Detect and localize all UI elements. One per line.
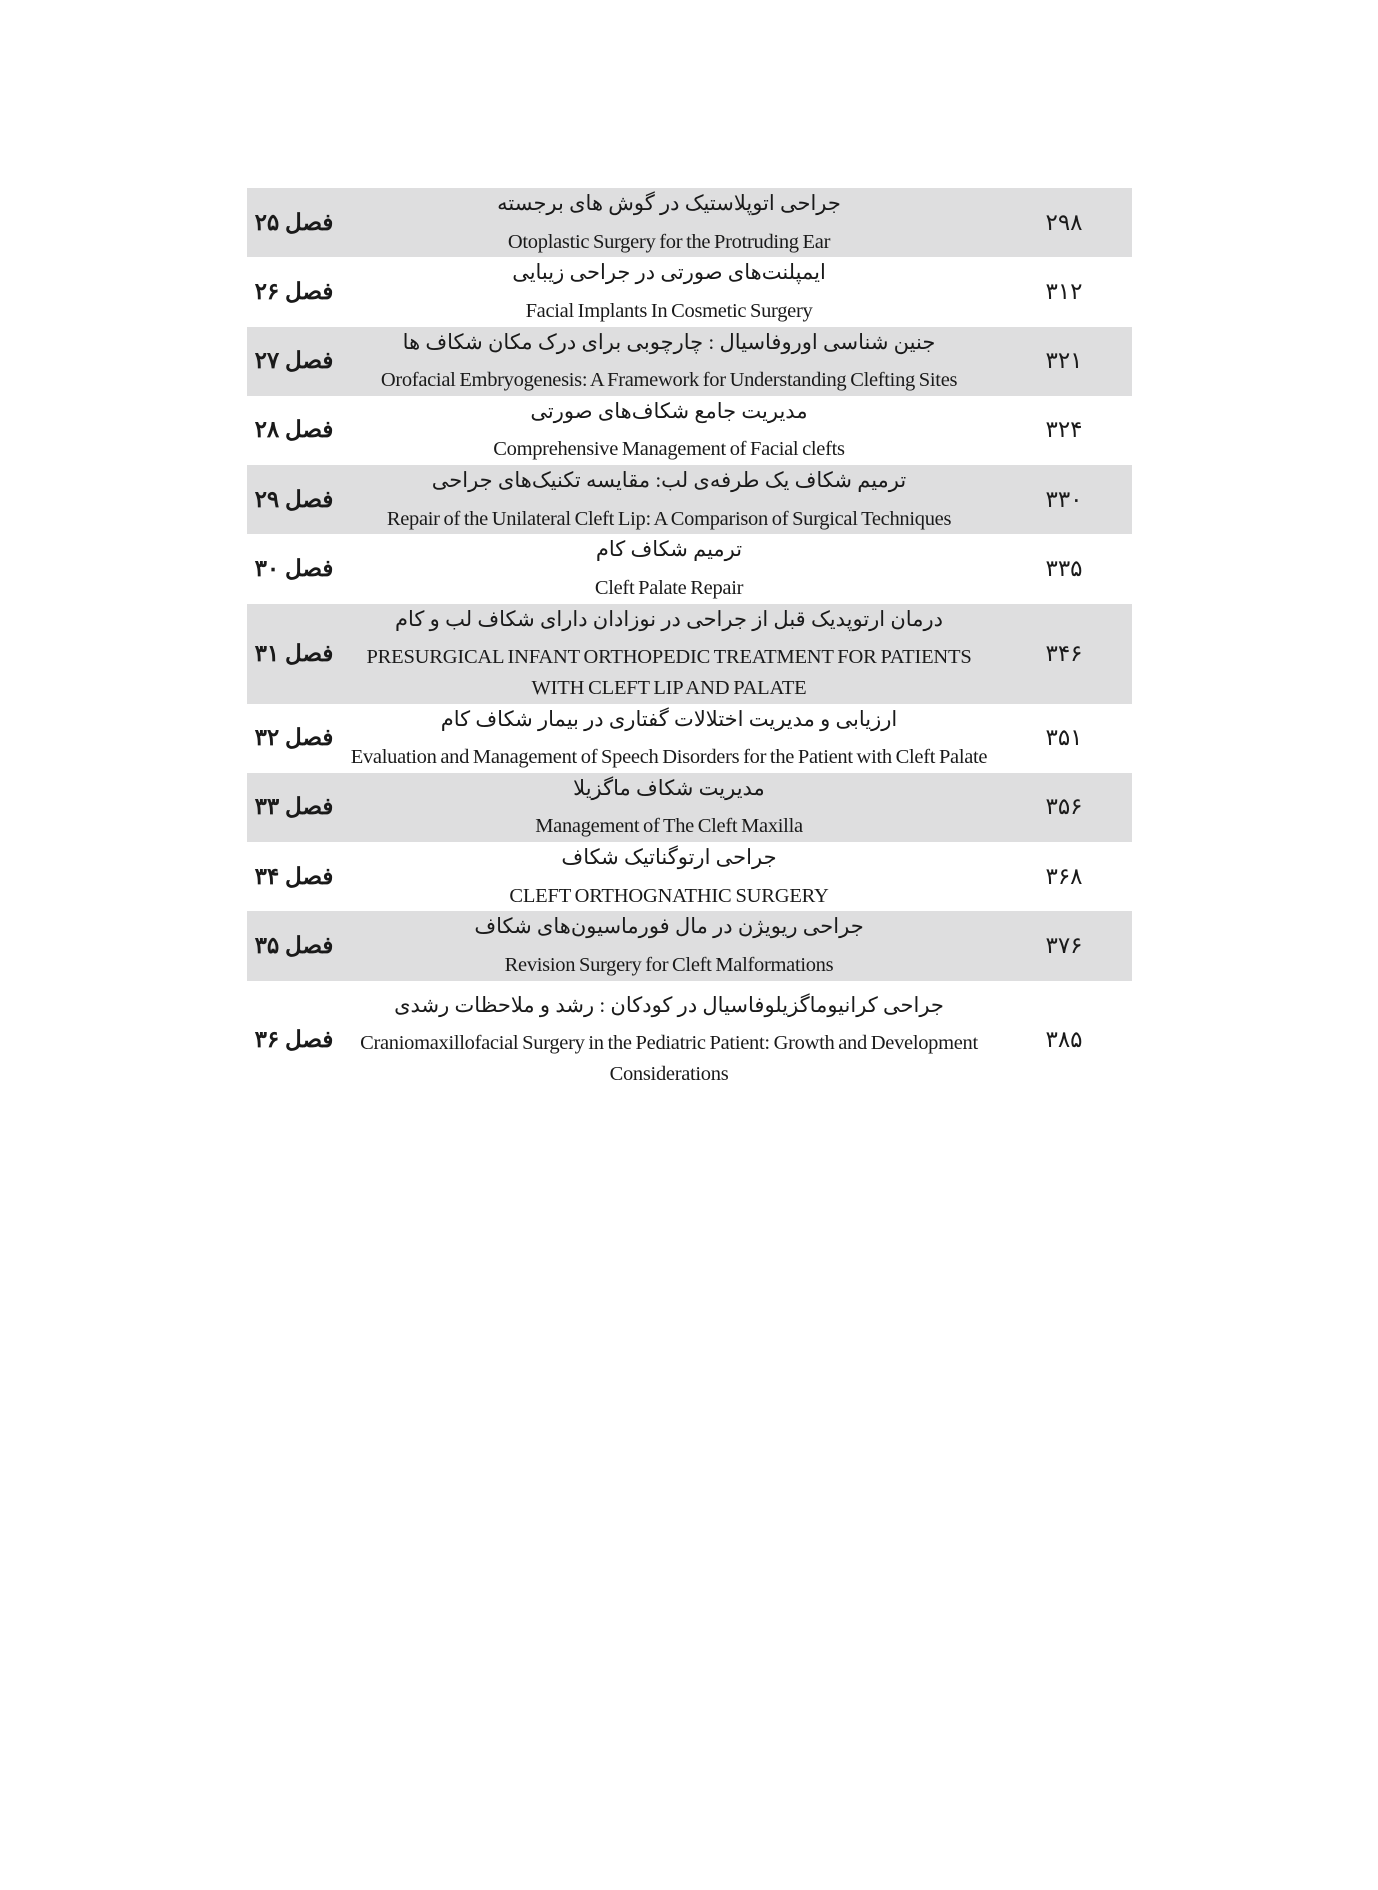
table-of-contents (247, 188, 1132, 1090)
table-row[interactable] (247, 327, 1132, 396)
chapter-title (342, 327, 997, 396)
table-row[interactable] (247, 534, 1132, 603)
chapter-label: فصل ۲۸ (247, 396, 342, 465)
chapter-title (342, 465, 997, 534)
chapter-title-en: Orofacial Embryogenesis: A Framework for Understanding Clefting Sites (380, 369, 958, 391)
chapter-label: فصل ۲۷ (247, 327, 342, 396)
chapter-title (342, 990, 997, 1090)
page-number: ۲۹۸ (997, 188, 1132, 257)
chapter-label: فصل ۳۵ (247, 911, 342, 980)
page-number: ۳۲۱ (997, 327, 1132, 396)
chapter-title (342, 911, 997, 980)
page-number: ۳۳۰ (997, 465, 1132, 534)
chapter-title (342, 396, 997, 465)
chapter-title (342, 188, 997, 257)
chapter-label: فصل ۳۱ (247, 604, 342, 704)
chapter-title (342, 257, 997, 326)
row-spacer (247, 981, 1132, 990)
page-number: ۳۱۲ (997, 257, 1132, 326)
chapter-label: فصل ۳۴ (247, 842, 342, 911)
chapter-title-en: Comprehensive Management of Facial clefts (493, 438, 845, 461)
toc-body (247, 188, 1132, 1090)
table-row[interactable] (247, 604, 1132, 704)
chapter-title-en: Management of The Cleft Maxilla (535, 815, 803, 838)
chapter-title (342, 842, 997, 911)
chapter-title-en: Otoplastic Surgery for the Protruding Ear (507, 230, 831, 253)
table-row[interactable] (247, 990, 1132, 1090)
chapter-title-fa: جنین شناسی اوروفاسیال : چارچوبی برای درک مکان شکاف ها (402, 329, 936, 354)
chapter-label: فصل ۳۳ (247, 773, 342, 842)
chapter-title (342, 534, 997, 603)
chapter-title-fa: ایمپلنت‌های صورتی در جراحی زیبایی (512, 260, 826, 285)
chapter-title-en: Craniomaxillofacial Surgery in the Pediatric Patient: Growth and Development Considerations (360, 1032, 978, 1085)
page-number: ۳۷۶ (997, 911, 1132, 980)
page-number: ۳۳۵ (997, 534, 1132, 603)
table-row[interactable] (247, 911, 1132, 980)
chapter-title-fa: جراحی کرانیوماگزیلوفاسیال در کودکان : رشد و ملاحظات رشدی (394, 992, 944, 1017)
chapter-title-fa: ارزیابی و مدیریت اختلالات گفتاری در بیمار شکاف کام (440, 706, 898, 731)
chapter-label: فصل ۳۲ (247, 704, 342, 773)
table-row[interactable] (247, 188, 1132, 257)
page-number: ۳۶۸ (997, 842, 1132, 911)
chapter-label: فصل ۲۵ (247, 188, 342, 257)
table-row[interactable] (247, 396, 1132, 465)
table-row[interactable] (247, 465, 1132, 534)
table-row[interactable] (247, 773, 1132, 842)
page-number: ۳۵۶ (997, 773, 1132, 842)
chapter-title-en: Cleft Palate Repair (594, 576, 744, 599)
chapter-title-fa: جراحی ارتوگناتیک شکاف (561, 845, 777, 869)
chapter-title-en: CLEFT ORTHOGNATHIC SURGERY (509, 884, 829, 907)
chapter-title (342, 704, 997, 773)
chapter-title-fa: درمان ارتوپدیک قبل از جراحی در نوزادان دارای شکاف لب و کام (395, 606, 943, 631)
chapter-title-en: Facial Implants In Cosmetic Surgery (525, 299, 813, 322)
chapter-title-fa: ترمیم شکاف یک طرفه‌ی لب: مقایسه تکنیک‌های جراحی (431, 468, 907, 492)
chapter-title-fa: جراحی اتوپلاستیک در گوش های برجسته (497, 191, 841, 215)
page-number: ۳۲۴ (997, 396, 1132, 465)
chapter-title-fa: ترمیم شکاف کام (595, 537, 743, 562)
chapter-title-en: Revision Surgery for Cleft Malformations (504, 953, 834, 976)
table-row[interactable] (247, 704, 1132, 773)
chapter-title-en: Repair of the Unilateral Cleft Lip: A Comparison of Surgical Techniques (386, 507, 952, 530)
chapter-title-fa: مدیریت شکاف ماگزیلا (573, 775, 765, 800)
chapter-title-fa: مدیریت جامع شکاف‌های صورتی (530, 398, 808, 423)
chapter-label: فصل ۲۹ (247, 465, 342, 534)
page-number: ۳۵۱ (997, 704, 1132, 773)
chapter-label: فصل ۳۶ (247, 990, 342, 1090)
chapter-title-en: PRESURGICAL INFANT ORTHOPEDIC TREATMENT FOR PATIENTS WITH CLEFT LIP AND PALATE (366, 646, 972, 699)
chapter-title (342, 773, 997, 842)
chapter-label: فصل ۲۶ (247, 257, 342, 326)
page-number: ۳۸۵ (997, 990, 1132, 1090)
chapter-title-fa: جراحی ریویژن در مال فورماسیون‌های شکاف (474, 914, 864, 939)
page-number: ۳۴۶ (997, 604, 1132, 704)
table-row[interactable] (247, 842, 1132, 911)
chapter-label: فصل ۳۰ (247, 534, 342, 603)
table-row[interactable] (247, 257, 1132, 326)
chapter-title (342, 604, 997, 704)
chapter-title-en: Evaluation and Management of Speech Disorders for the Patient with Cleft Palate (350, 746, 988, 768)
